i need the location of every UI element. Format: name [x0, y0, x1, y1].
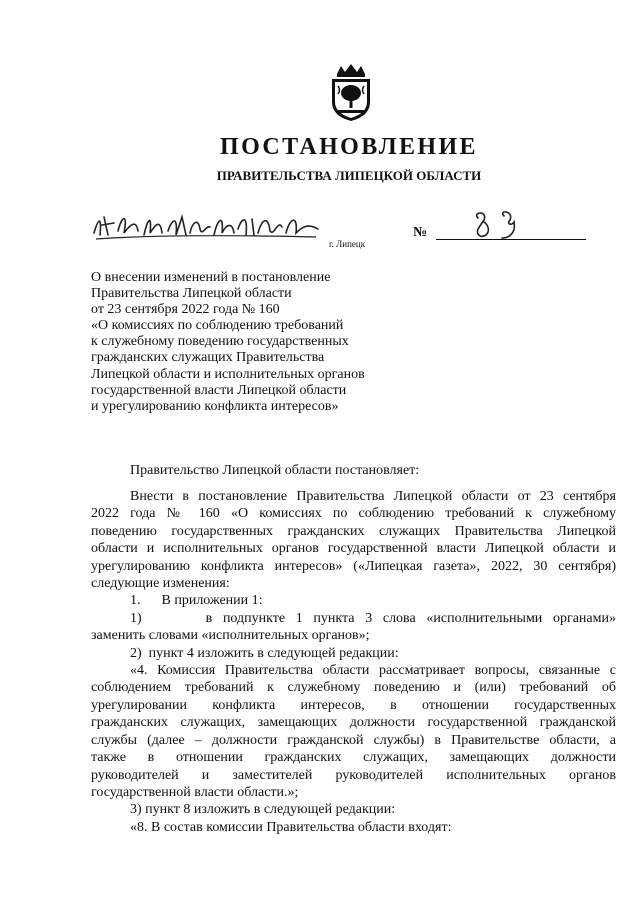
quote-4-line: государственной власти области.»; — [91, 784, 299, 800]
intro-line: следующие изменения: — [91, 576, 230, 592]
subitem-1-line: заменить словами «исполнительных органов»; — [91, 628, 370, 644]
title-line: от 23 сентября 2022 года № 160 — [91, 302, 280, 318]
document-title-block — [91, 270, 411, 415]
preamble-text: Правительство Липецкой области постановляет: — [130, 463, 420, 478]
quote-4-line: урегулировании конфликта интересов, в отношении государственных — [91, 697, 616, 713]
quote-4-line: руководителей и заместителей руководителей исполнительных органов — [91, 767, 616, 783]
handwritten-date — [92, 205, 322, 245]
preamble — [91, 462, 616, 479]
subitem-2: 2) пункт 4 изложить в следующей редакции: — [130, 645, 399, 661]
subitem-3: 3) пункт 8 изложить в следующей редакции: — [130, 802, 396, 818]
title-line: гражданских служащих Правительства — [91, 350, 325, 366]
issuer-heading: ПРАВИТЕЛЬСТВА ЛИПЕЦКОЙ ОБЛАСТИ — [216, 168, 482, 183]
subitem-1-line: 1) в подпункте 1 пункта 3 слова «исполнительными органами» — [130, 610, 616, 626]
handwritten-number — [470, 208, 530, 240]
city-label: г. Липецк — [329, 239, 366, 249]
quote-4-line: гражданских служащих, замещающих должности государственной гражданской — [91, 715, 616, 731]
quote-8-line: «8. В состав комиссии Правительства области входят: — [130, 819, 452, 835]
quote-4-line: также в отношении гражданских служащих, замещающих должности — [91, 750, 616, 766]
quote-4-line: службы (далее – должности гражданской службы) в Правительстве области, а — [91, 732, 616, 748]
number-label: № — [413, 225, 428, 240]
title-line: к служебному поведению государственных — [91, 334, 349, 350]
title-line: государственной власти Липецкой области — [91, 382, 347, 398]
coat-of-arms-emblem-icon — [329, 64, 373, 122]
title-line: О внесении изменений в постановление — [91, 270, 331, 285]
item-1: 1. В приложении 1: — [130, 593, 263, 609]
intro-line: области и исполнительных органов государственной власти Липецкой области и — [91, 541, 616, 557]
title-line: «О комиссиях по соблюдению требований — [91, 318, 344, 334]
body-main — [91, 488, 616, 836]
title-line: и урегулированию конфликта интересов» — [91, 398, 339, 414]
intro-line: поведению государственных гражданских служащих Правительства Липецкой — [91, 523, 616, 539]
intro-line: Внести в постановление Правительства Липецкой области от 23 сентября — [130, 489, 616, 504]
quote-4-line: соблюдением требований к служебному поведению и (или) требований об — [91, 680, 616, 696]
title-line: Правительства Липецкой области — [91, 286, 292, 302]
intro-line: 2022 года № 160 «О комиссиях по соблюдению требований к служебному — [91, 506, 616, 522]
title-line: Липецкой области и исполнительных органов — [91, 366, 365, 382]
quote-4-line: «4. Комиссия Правительства области рассматривает вопросы, связанные с — [130, 663, 616, 679]
intro-line: урегулированию конфликта интересов» («Липецкая газета», 2022, 30 сентября) — [91, 558, 616, 574]
document-type-heading: ПОСТАНОВЛЕНИЕ — [220, 134, 478, 160]
